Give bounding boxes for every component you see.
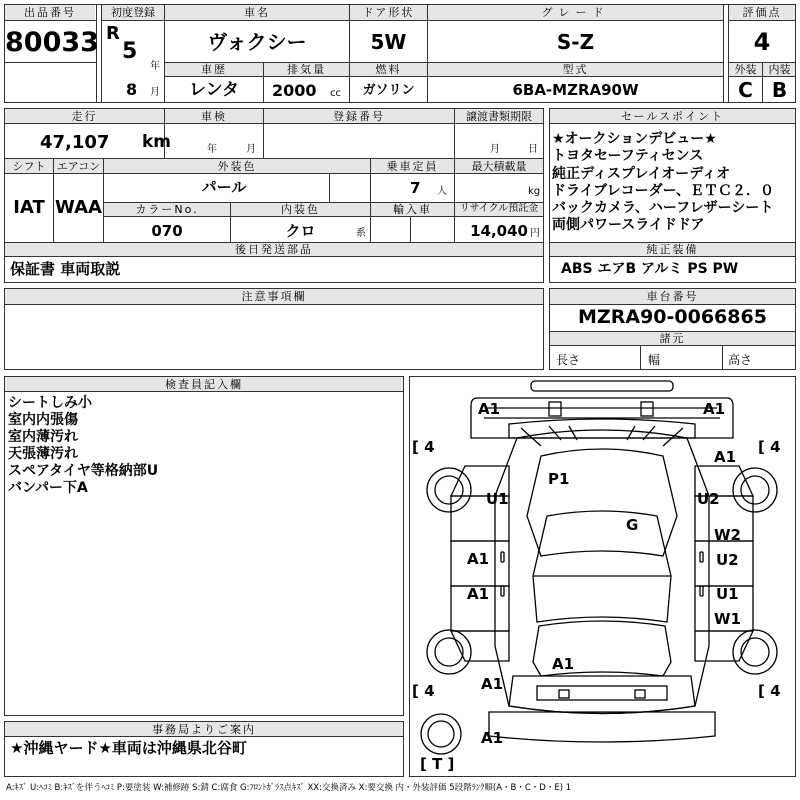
transfer-month-unit: 月 bbox=[490, 144, 500, 155]
office-note: ★沖縄ヤード★車両は沖縄県北谷町 bbox=[10, 739, 247, 757]
mark-tire-fr: [ 4 bbox=[758, 438, 781, 456]
inspector-note: バンパー下A bbox=[8, 480, 88, 496]
score-value: 4 bbox=[753, 28, 771, 56]
first-reg-label: 初度登録 bbox=[111, 6, 155, 19]
color-no-value: 070 bbox=[151, 222, 183, 240]
aircon-label: エアコン bbox=[56, 160, 101, 173]
kei-unit: 系 bbox=[356, 228, 366, 239]
yen-unit: 円 bbox=[530, 228, 540, 239]
mark-tire-fl: [ 4 bbox=[412, 438, 435, 456]
grade-label: グレード bbox=[541, 6, 610, 19]
inspection-label: 車検 bbox=[201, 110, 227, 123]
capacity-label: 乗車定員 bbox=[386, 160, 439, 173]
exterior-grade-value: C bbox=[738, 78, 753, 102]
inspection-month-unit: 月 bbox=[246, 144, 256, 155]
sales-points-label: セールスポイント bbox=[620, 110, 724, 123]
chassis-value: MZRA90-0066865 bbox=[578, 306, 767, 328]
height-label: 高さ bbox=[728, 353, 753, 367]
door-label: ドア形状 bbox=[362, 6, 415, 19]
mark-door-rr-2: W1 bbox=[714, 610, 741, 628]
caution-label: 注意事項欄 bbox=[241, 290, 307, 303]
exterior-label: 外装 bbox=[734, 63, 757, 76]
int-color-value: クロ bbox=[285, 222, 316, 240]
month-value: 8 bbox=[126, 80, 138, 99]
shift-label: シフト bbox=[12, 160, 46, 173]
mark-fender-r: U2 bbox=[697, 490, 720, 508]
month-unit: 月 bbox=[150, 87, 160, 98]
inspection-year-unit: 年 bbox=[207, 144, 217, 155]
mark-door-fr-1: W2 bbox=[714, 526, 741, 544]
sales-point: ★オークションデビュー★ bbox=[552, 131, 717, 147]
inspector-notes bbox=[8, 395, 158, 497]
ext-color-label: 外装色 bbox=[217, 160, 257, 173]
transfer-label: 譲渡書類期限 bbox=[466, 110, 532, 123]
inspector-note: シートしみ小 bbox=[8, 395, 92, 411]
int-color-label: 内装色 bbox=[281, 203, 320, 216]
mileage-label: 走行 bbox=[71, 110, 98, 123]
inspector-note: 室内薄汚れ bbox=[8, 429, 78, 445]
lot-no-label: 出品番号 bbox=[24, 6, 76, 19]
year-value: 5 bbox=[122, 39, 138, 64]
legend: A:ｷｽﾞ U:ﾍｺﾐ B:ｷｽﾞを伴うﾍｺﾐ P:要塗装 W:補修跡 S:錆 C:腐食 G:ﾌﾛﾝﾄｶﾞﾗｽ点ｷｽﾞ XX:交換済み X:要交換 内・外装評価 5段階ﾗﾝｸ順(A・B・C・D・E) 1 bbox=[6, 783, 572, 793]
max-load-label: 最大積載量 bbox=[471, 160, 527, 173]
mark-hood: A1 bbox=[714, 448, 737, 466]
shift-value: IAT bbox=[13, 197, 45, 218]
recycle-value: 14,040 bbox=[470, 222, 528, 240]
aircon-value: WAA bbox=[55, 197, 102, 218]
person-unit: 人 bbox=[437, 186, 447, 197]
car-diagram bbox=[409, 376, 796, 777]
std-equip-value: ABS エアB アルミ PS PW bbox=[561, 261, 739, 277]
model-value: 6BA-MZRA90W bbox=[512, 81, 639, 99]
mark-door-fl: A1 bbox=[467, 550, 490, 568]
cc-unit: cc bbox=[330, 88, 341, 99]
history-label: 車歴 bbox=[201, 63, 227, 76]
kg-unit: kg bbox=[528, 186, 541, 197]
width-label: 幅 bbox=[648, 353, 661, 367]
mark-tire-rl: [ 4 bbox=[412, 682, 435, 700]
import-label: 輸入車 bbox=[393, 203, 432, 216]
inspector-label: 検査員記入欄 bbox=[165, 378, 243, 391]
lot-no-value: 80033 bbox=[5, 27, 99, 58]
displacement-value: 2000 bbox=[272, 81, 317, 100]
mark-front-right: A1 bbox=[703, 400, 726, 418]
mark-tire-spare: [ T ] bbox=[420, 755, 455, 773]
mark-rear: A1 bbox=[552, 655, 575, 673]
std-equip-label: 純正装備 bbox=[646, 243, 699, 256]
mark-tire-rr: [ 4 bbox=[758, 682, 781, 700]
inspector-note: スペアタイヤ等格納部U bbox=[8, 463, 159, 479]
specs-label: 諸元 bbox=[659, 332, 686, 345]
grade-value: S-Z bbox=[556, 30, 595, 54]
inspector-note: 室内内張傷 bbox=[8, 412, 78, 428]
mark-door-rr-1: U1 bbox=[716, 585, 739, 603]
length-label: 長さ bbox=[556, 353, 581, 367]
history-value: レンタ bbox=[189, 80, 239, 100]
era-value: R bbox=[106, 23, 120, 44]
mark-door-rl: A1 bbox=[467, 585, 490, 603]
chassis-label: 車台番号 bbox=[646, 290, 699, 303]
sales-points-list bbox=[552, 131, 774, 235]
capacity-value: 7 bbox=[410, 179, 421, 197]
mileage-value: 47,107 bbox=[40, 132, 110, 153]
inspector-note: 天張薄汚れ bbox=[8, 446, 78, 462]
sales-point: バックカメラ、ハーフレザーシート bbox=[552, 200, 774, 217]
interior-label: 内装 bbox=[768, 63, 791, 76]
transfer-day-unit: 日 bbox=[528, 144, 538, 155]
year-unit: 年 bbox=[150, 61, 160, 72]
reg-no-label: 登録番号 bbox=[333, 110, 385, 123]
mark-front-left: A1 bbox=[478, 400, 501, 418]
mark-fender-l: U1 bbox=[486, 490, 509, 508]
mark-door-fr-2: U2 bbox=[716, 551, 739, 569]
fuel-value: ガソリン bbox=[362, 83, 415, 98]
interior-grade-value: B bbox=[771, 78, 788, 102]
sales-point: 両側パワースライドドア bbox=[552, 217, 705, 234]
office-label: 事務局よりご案内 bbox=[152, 723, 256, 736]
mark-rear-quarter: A1 bbox=[481, 675, 504, 693]
mark-roof: G bbox=[626, 516, 639, 534]
sales-point: 純正ディスプレイオーディオ bbox=[552, 165, 731, 182]
later-parts-label: 後日発送部品 bbox=[235, 243, 313, 256]
km-unit: km bbox=[142, 132, 172, 152]
score-label: 評価点 bbox=[742, 6, 782, 19]
car-name-label: 車名 bbox=[244, 6, 270, 19]
displacement-label: 排気量 bbox=[287, 63, 326, 76]
car-name-value: ヴォクシー bbox=[207, 30, 307, 54]
door-value: 5W bbox=[370, 30, 407, 54]
recycle-label: リサイクル預託金 bbox=[459, 203, 539, 214]
sales-point: ドライブレコーダー、ＥＴＣ２．０ bbox=[552, 182, 775, 199]
mark-roof-front: P1 bbox=[548, 470, 570, 488]
later-parts-value: 保証書 車両取説 bbox=[10, 260, 121, 278]
color-value: パール bbox=[201, 178, 247, 196]
fuel-label: 燃料 bbox=[375, 63, 402, 76]
sales-point: トヨタセーフティセンス bbox=[552, 148, 704, 165]
color-no-label: カラーNo. bbox=[135, 203, 199, 216]
mark-bumper-rear: A1 bbox=[481, 729, 504, 747]
model-label: 型式 bbox=[562, 63, 589, 76]
